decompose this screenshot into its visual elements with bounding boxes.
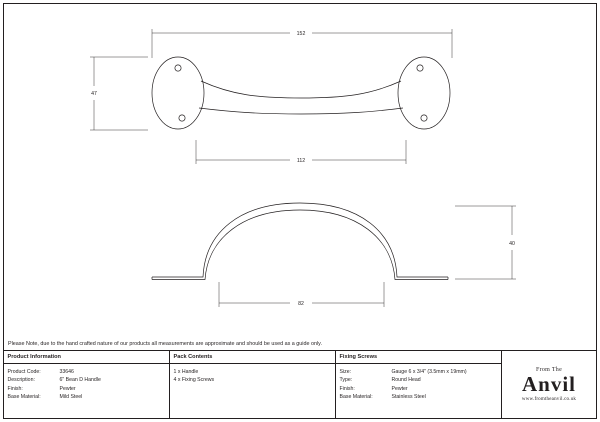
fixing-screws-header: Fixing Screws	[336, 351, 501, 364]
brand-logo	[502, 350, 597, 418]
fixing-screws-body	[336, 364, 501, 402]
logo-brand-text: Anvil	[521, 372, 576, 396]
dimension-label-top-width: 152	[296, 31, 306, 37]
fixing-screws-column	[336, 350, 502, 418]
product-information-column	[4, 350, 170, 418]
screw-finish-value: Pewter	[391, 385, 408, 392]
side-profile-inner	[152, 210, 448, 280]
finish-label: Finish:	[7, 385, 23, 392]
dimension-label-centres: 112	[296, 158, 306, 164]
table-row	[340, 393, 501, 401]
screw-base-material-value: Stainless Steel	[391, 394, 426, 401]
dimension-side-height	[455, 206, 516, 279]
right-backplate-outline	[398, 57, 450, 129]
spec-table	[4, 350, 597, 418]
dimension-label-left-height: 47	[91, 91, 97, 97]
logo-url-text: www.fromtheanvil.co.uk	[521, 397, 577, 402]
handle-bar-top-edge	[201, 81, 401, 98]
dimension-label-side-width: 82	[298, 301, 304, 307]
screw-type-label: Type:	[339, 377, 353, 384]
screw-finish-label: Finish:	[339, 385, 355, 392]
table-row	[8, 385, 169, 393]
product-information-body	[4, 364, 169, 402]
finish-value: Pewter	[59, 385, 76, 392]
product-code-value: 33646	[59, 369, 74, 375]
base-material-value: Mild Steel	[59, 394, 83, 401]
dimension-left-height	[90, 57, 148, 130]
left-backplate-outline	[152, 57, 204, 129]
handle-bar-bottom-edge	[199, 108, 403, 114]
table-row	[8, 376, 169, 384]
list-item: 4 x Fixing Screws	[173, 377, 215, 384]
screw-size-value: Gauge 6 x 3/4" (3.5mm x 19mm)	[391, 369, 467, 375]
table-row	[340, 376, 501, 384]
screw-hole	[175, 65, 181, 71]
dimension-label-side-height: 40	[509, 241, 515, 247]
table-row	[8, 393, 169, 401]
screw-hole	[421, 115, 427, 121]
description-label: Description:	[7, 377, 35, 384]
table-row	[8, 368, 169, 376]
pack-contents-column	[170, 350, 336, 418]
screw-hole	[179, 115, 185, 121]
pack-contents-body	[170, 364, 335, 385]
product-code-label: Product Code:	[7, 369, 41, 375]
screw-hole	[417, 65, 423, 71]
screw-size-label: Size:	[339, 369, 352, 375]
side-profile-outer	[152, 203, 448, 277]
screw-type-value: Round Head	[391, 377, 421, 384]
logo-from-the-text: From The	[535, 367, 563, 373]
pack-contents-header: Pack Contents	[170, 351, 335, 364]
measurement-note: Please Note, due to the hand crafted nature of our products all measurements are approximate and should be used as a guide only.	[8, 341, 322, 347]
base-material-label: Base Material:	[7, 394, 41, 401]
description-value: 6" Bean D Handle	[59, 377, 101, 384]
table-row	[340, 368, 501, 376]
product-information-header: Product Information	[4, 351, 169, 364]
table-row	[340, 385, 501, 393]
screw-base-material-label: Base Material:	[339, 394, 373, 401]
list-item: 1 x Handle	[173, 369, 199, 375]
